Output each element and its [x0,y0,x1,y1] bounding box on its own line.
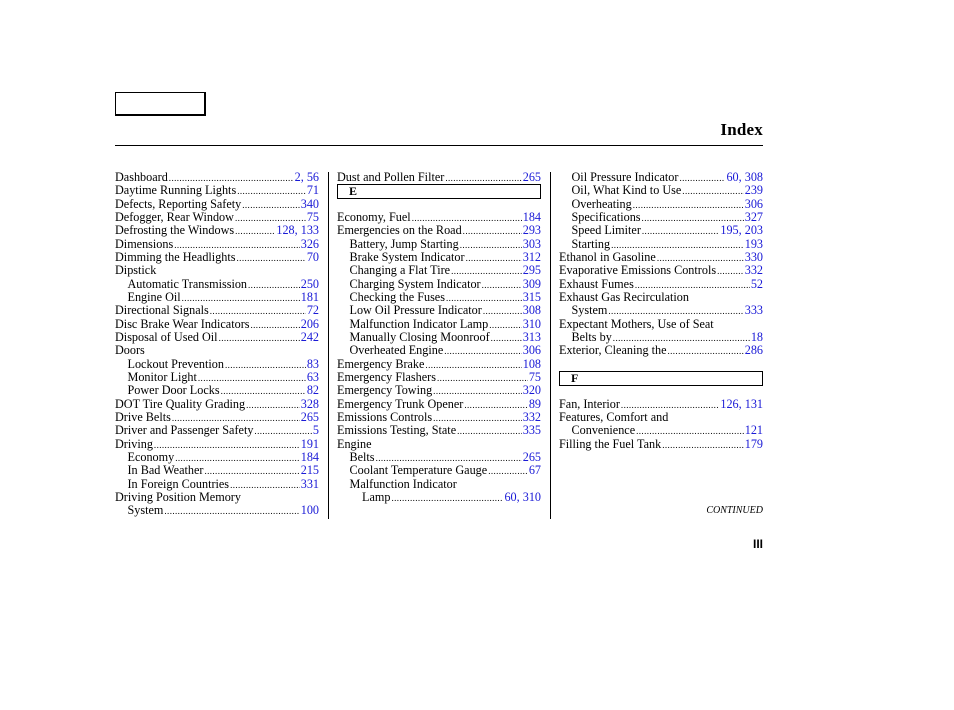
entry-label: Emergency Flashers [337,369,436,384]
dot-leader [219,332,300,345]
index-entry[interactable] [337,211,541,224]
page-reference-link[interactable]: 327 [744,209,763,224]
entry-label: Lamp [362,489,391,504]
entry-label: Coolant Temperature Gauge [349,463,488,478]
section-header-box [337,184,541,199]
entry-label: Engine [337,436,372,451]
entry-label: System [127,503,164,518]
index-entry[interactable] [337,371,541,384]
dot-leader [246,399,300,412]
page-reference-link[interactable]: 250 [300,276,319,291]
index-subentry[interactable] [115,291,319,304]
index-subentry[interactable] [337,344,541,357]
index-subentry[interactable] [337,278,541,291]
dot-leader [489,319,521,332]
index-entry[interactable] [115,238,319,251]
page-reference-link[interactable]: 332 [522,409,541,424]
page-reference-link[interactable]: 82 [306,383,319,398]
index-entry[interactable] [115,411,319,424]
dot-leader [464,399,527,412]
index-entry [337,438,541,451]
dot-leader [482,279,522,292]
index-entry [559,411,763,424]
index-entry[interactable] [115,198,319,211]
entry-label: Speed Limiter [571,223,641,238]
page-reference-link[interactable]: 206 [300,316,319,331]
entry-label: In Foreign Countries [127,476,230,491]
entry-label: Defogger, Rear Window [115,209,234,224]
entry-label: Disc Brake Wear Indicators [115,316,250,331]
index-entry[interactable] [115,251,319,264]
dot-leader [679,172,725,185]
entry-label: Disposal of Used Oil [115,329,218,344]
page-reference-link[interactable]: 326 [300,236,319,251]
page-reference-link[interactable]: 108 [522,356,541,371]
index-subentry[interactable] [337,251,541,264]
index-entry[interactable] [115,211,319,224]
dot-leader [225,359,306,372]
entry-label: Low Oil Pressure Indicator [349,303,482,318]
page-reference-link[interactable]: 330 [744,249,763,264]
entry-label: Engine Oil [127,289,181,304]
index-subentry[interactable] [337,238,541,251]
entry-label: DOT Tire Quality Grading [115,396,246,411]
page-reference-link[interactable]: 306 [744,196,763,211]
entry-label: Expectant Mothers, Use of Seat [559,316,714,331]
index-subentry[interactable] [337,451,541,464]
index-entry[interactable] [337,171,541,184]
page-reference-link[interactable]: 75 [528,369,541,384]
continued-note: CONTINUED [706,505,763,516]
index-column-3 [559,171,763,451]
dot-leader [445,172,521,185]
index-entry[interactable] [115,424,319,437]
page-reference-link[interactable]: 331 [300,476,319,491]
entry-label: Belts by [571,329,612,344]
page-reference-link[interactable]: 239 [744,183,763,198]
dot-leader [251,319,300,332]
entry-label: Defects, Reporting Safety [115,196,242,211]
page-reference-link[interactable]: 184 [522,209,541,224]
entry-label: Power Door Locks [127,383,220,398]
entry-label: System [571,303,608,318]
section-tab-box [115,92,206,116]
entry-label: Manually Closing Moonroof [349,329,490,344]
index-entry [559,318,763,331]
index-column-1 [115,171,319,518]
column-divider [550,172,551,519]
entry-label: Emergency Trunk Opener [337,396,464,411]
index-entry[interactable] [337,398,541,411]
entry-label: Overheated Engine [349,343,444,358]
index-subentry[interactable] [115,384,319,397]
page-reference-link[interactable]: 242 [300,329,319,344]
entry-label: Directional Signals [115,303,209,318]
page-reference-link[interactable]: 191 [300,436,319,451]
page-reference-link[interactable]: 315 [522,289,541,304]
index-entry[interactable] [337,224,541,237]
index-subentry[interactable] [559,171,763,184]
page-reference-link[interactable]: 340 [300,196,319,211]
page-number: III [752,537,763,551]
dot-leader [488,465,528,478]
entry-label: Daytime Running Lights [115,183,237,198]
page-reference-link[interactable]: 126, 131 [720,396,763,411]
index-entry[interactable] [559,344,763,357]
index-subentry[interactable] [115,478,319,491]
section-letter: E [349,184,358,199]
entry-label: Convenience [571,423,636,438]
index-subentry[interactable] [559,304,763,317]
entry-label: Emissions Testing, State [337,423,457,438]
entry-label: Oil, What Kind to Use [571,183,682,198]
index-entry[interactable] [115,398,319,411]
page-reference-link[interactable]: 332 [744,263,763,278]
page-reference-link[interactable]: 89 [528,396,541,411]
page-reference-link[interactable]: 215 [300,463,319,478]
page-reference-link[interactable]: 72 [306,303,319,318]
index-subentry[interactable] [337,318,541,331]
entry-label: Emergency Towing [337,383,433,398]
index-entry[interactable] [115,224,319,237]
index-entry[interactable] [115,331,319,344]
index-subentry[interactable] [337,331,541,344]
page-reference-link[interactable]: 70 [306,249,319,264]
index-entry[interactable] [559,438,763,451]
page-reference-link[interactable]: 121 [744,423,763,438]
index-subentry[interactable] [559,198,763,211]
entry-label: Exhaust Gas Recirculation [559,289,689,304]
index-subentry[interactable] [337,264,541,277]
index-entry [115,491,319,504]
page-reference-link[interactable]: 83 [306,356,319,371]
dot-leader [483,305,522,318]
index-entry[interactable] [337,424,541,437]
page-reference-link[interactable]: 75 [306,209,319,224]
spacer [559,358,763,371]
entry-label: Battery, Jump Starting [349,236,459,251]
page-reference-link[interactable]: 293 [522,223,541,238]
page-reference-link[interactable]: 52 [750,276,763,291]
entry-label: Charging System Indicator [349,276,481,291]
index-subentry[interactable] [559,184,763,197]
entry-label: Features, Comfort and [559,409,669,424]
index-subentry[interactable] [337,464,541,477]
page-reference-link[interactable]: 320 [522,383,541,398]
page-reference-link[interactable]: 313 [522,329,541,344]
page-reference-link[interactable]: 18 [750,329,763,344]
page-reference-link[interactable]: 286 [744,343,763,358]
page-reference-link[interactable]: 335 [522,423,541,438]
page-reference-link[interactable]: 128, 133 [276,223,319,238]
entry-label: Dust and Pollen Filter [337,170,445,184]
index-entry [115,344,319,357]
index-entry[interactable] [115,438,319,451]
entry-label: Driving Position Memory [115,489,241,504]
page-reference-link[interactable]: 312 [522,249,541,264]
entry-label: Emergency Brake [337,356,425,371]
dot-leader [662,439,744,452]
column-divider [328,172,329,519]
page-reference-link[interactable]: 265 [300,409,319,424]
dot-leader [237,185,306,198]
entry-label: Economy [127,449,175,464]
dot-leader [242,199,299,212]
dot-leader [466,252,522,265]
page-reference-link[interactable]: 195, 203 [720,223,763,238]
section-header-box [559,371,763,386]
dot-leader [164,505,299,518]
index-entry[interactable] [337,411,541,424]
dot-leader [642,225,719,238]
index-entry[interactable] [115,184,319,197]
entry-label: Driver and Passenger Safety [115,423,254,438]
dot-leader [425,359,521,372]
title-rule [115,145,763,146]
entry-label: Starting [571,236,611,251]
page-reference-link[interactable]: 306 [522,343,541,358]
index-subentry[interactable] [337,491,541,504]
dot-leader [248,279,300,292]
page-reference-link[interactable]: 184 [300,449,319,464]
dot-leader [682,185,743,198]
entry-label: Dashboard [115,170,168,184]
entry-label: Checking the Fuses [349,289,445,304]
index-entry[interactable] [115,171,319,184]
entry-label: Fan, Interior [559,396,620,411]
entry-label: Defrosting the Windows [115,223,235,238]
dot-leader [154,439,300,452]
index-subentry[interactable] [337,291,541,304]
entry-label: Brake System Indicator [349,249,465,264]
entry-label: Filling the Fuel Tank [559,436,662,451]
dot-leader [235,225,275,238]
section-header [559,371,763,384]
index-subentry[interactable] [115,278,319,291]
entry-label: Exterior, Cleaning the [559,343,667,358]
index-subentry[interactable] [115,358,319,371]
entry-label: Dimensions [115,236,174,251]
page-reference-link[interactable]: 265 [522,449,541,464]
entry-label: Drive Belts [115,409,171,424]
page-reference-link[interactable]: 63 [306,369,319,384]
index-subentry[interactable] [115,371,319,384]
entry-label: Emergencies on the Road [337,223,462,238]
index-column-2 [337,171,541,504]
section-header [337,184,541,197]
index-entry[interactable] [115,304,319,317]
index-subentry[interactable] [115,504,319,517]
index-subentry[interactable] [115,464,319,477]
page-reference-link[interactable]: 179 [744,436,763,451]
index-entry[interactable] [115,318,319,331]
page-reference-link[interactable]: 5 [312,423,319,438]
page-reference-link[interactable]: 333 [744,303,763,318]
index-subentry[interactable] [559,224,763,237]
entry-label: Monitor Light [127,369,197,384]
page-reference-link[interactable]: 310 [522,316,541,331]
entry-label: Economy, Fuel [337,209,411,224]
entry-label: Malfunction Indicator Lamp [349,316,489,331]
dot-leader [633,199,744,212]
index-entry [559,291,763,304]
page-reference-link[interactable]: 71 [306,183,319,198]
page-reference-link[interactable]: 308 [522,303,541,318]
page-reference-link[interactable]: 328 [300,396,319,411]
dot-leader [444,345,521,358]
index-entry[interactable] [559,278,763,291]
entry-label: Driving [115,436,153,451]
index-subentry[interactable] [559,238,763,251]
page-reference-link[interactable]: 100 [300,503,319,518]
section-letter: F [571,370,579,385]
dot-leader [717,265,744,278]
page-reference-link[interactable]: 265 [522,170,541,184]
entry-label: Evaporative Emissions Controls [559,263,717,278]
index-entry[interactable] [337,358,541,371]
dot-leader [391,492,503,505]
entry-label: Emissions Controls [337,409,433,424]
entry-label: Ethanol in Gasoline [559,249,656,264]
entry-label: Changing a Flat Tire [349,263,451,278]
index-subentry[interactable] [559,424,763,437]
entry-label: Lockout Prevention [127,356,224,371]
dot-leader [237,252,306,265]
entry-label: Dipstick [115,263,157,278]
entry-label: In Bad Weather [127,463,204,478]
entry-label: Dimming the Headlights [115,249,236,264]
index-subentry[interactable] [115,451,319,464]
page-reference-link[interactable]: 193 [744,236,763,251]
entry-label: Specifications [571,209,641,224]
index-subentry [337,478,541,491]
page-reference-link[interactable]: 295 [522,263,541,278]
index-entry[interactable] [559,398,763,411]
page-reference-link[interactable]: 303 [522,236,541,251]
page-title: Index [720,120,763,139]
dot-leader [457,425,522,438]
entry-label: Belts [349,449,375,464]
entry-label: Malfunction Indicator [349,476,457,491]
page-reference-link[interactable]: 181 [300,289,319,304]
dot-leader [463,225,522,238]
dot-leader [460,239,522,252]
entry-label: Automatic Transmission [127,276,248,291]
entry-label: Doors [115,343,145,358]
dot-leader [667,345,743,358]
page-reference-link[interactable]: 67 [528,463,541,478]
page-reference-link[interactable]: 309 [522,276,541,291]
dot-leader [437,372,528,385]
dot-leader [491,332,522,345]
entry-label: Oil Pressure Indicator [571,170,679,184]
index-subentry[interactable] [559,211,763,224]
spacer [559,384,763,397]
index-subentry[interactable] [337,304,541,317]
entry-label: Exhaust Fumes [559,276,634,291]
page-reference-link[interactable]: 60, 308 [726,170,763,184]
index-entry[interactable] [559,264,763,277]
spacer [337,198,541,211]
index-entry [115,264,319,277]
page-reference-link[interactable]: 60, 310 [504,489,541,504]
index-entry[interactable] [559,251,763,264]
entry-label: Overheating [571,196,632,211]
index-entry[interactable] [337,384,541,397]
index-subentry[interactable] [559,331,763,344]
page-reference-link[interactable]: 2, 56 [294,170,319,184]
